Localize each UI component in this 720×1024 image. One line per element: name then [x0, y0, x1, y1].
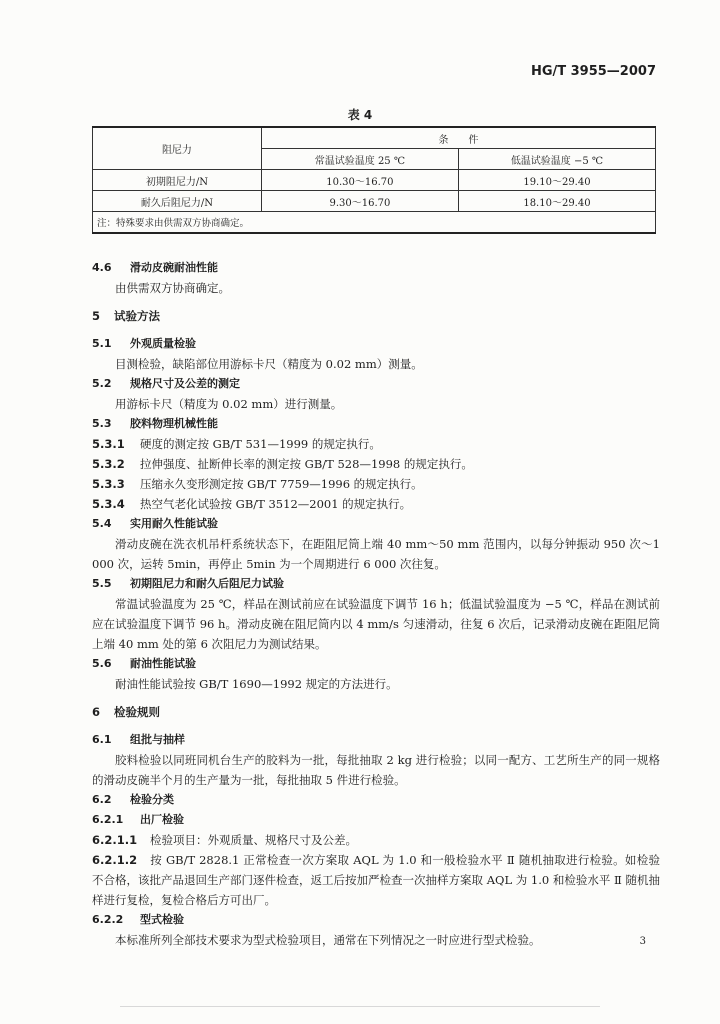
- clause-5-3-2: 5.3.2 拉伸强度、扯断伸长率的测定按 GB/T 528—1998 的规定执行。: [92, 457, 473, 471]
- section-text-5-2: 用游标卡尺（精度为 0.02 mm）进行测量。: [115, 397, 343, 411]
- clause-5-3-1: 5.3.1 硬度的测定按 GB/T 531—1999 的规定执行。: [92, 437, 381, 451]
- section-text-5-4: 滑动皮碗在洗衣机吊杆系统状态下，在距阻尼筒上端 40 mm～50 mm 范围内，以每分钟振动 950 次～1 000 次，运转 5min，再停止 5min 为一个周期进行 6 000 次往复。: [92, 537, 660, 571]
- document-body: [92, 258, 660, 950]
- section-text-6-2-2: 本标准所列全部技术要求为型式检验项目，通常在下列情况之一时应进行型式检验。: [115, 933, 541, 947]
- section-heading-5-6: 5.6 耐油性能试验: [92, 657, 196, 670]
- section-text-5-5: 常温试验温度为 25 ℃，样品在测试前应在试验温度下调节 16 h；低温试验温度为 −5 ℃，样品在测试前应在试验温度下调节 96 h。滑动皮碗在阻尼筒内以 4 mm/s 匀速滑动，往复 6 次后，记录滑动皮碗在距阻尼筒上端 40 mm 处的第 6 次阻尼力为测试结果。: [92, 597, 660, 651]
- section-text-4-6: 由供需双方协商确定。: [115, 281, 230, 295]
- section-heading-5: 5 试验方法: [92, 309, 161, 323]
- table-row: [93, 191, 656, 212]
- row-label: 耐久后阻尼力/N: [93, 191, 262, 212]
- table-col-normal-temp: 常温试验温度 25 ℃: [261, 149, 458, 170]
- row-label: 初期阻尼力/N: [93, 170, 262, 191]
- cell-normal: 9.30～16.70: [261, 191, 458, 212]
- clause-6-2-1-2: 6.2.1.2 按 GB/T 2828.1 正常检查一次方案取 AQL 为 1.0 和一般检验水平 Ⅱ 随机抽取进行检验。如检验不合格，该批产品退回生产部门逐件检查，返工后按加严检查一次抽样方案取 AQL 为 1.0 和检验水平 Ⅱ 随机抽样进行复检，复检合格后方可出厂。: [92, 853, 660, 907]
- table-col-low-temp: 低温试验温度 −5 ℃: [458, 149, 655, 170]
- section-heading-4-6: 4.6 滑动皮碗耐油性能: [92, 261, 218, 274]
- section-heading-6-2-2: 6.2.2 型式检验: [92, 913, 184, 926]
- cell-low: 19.10～29.40: [458, 170, 655, 191]
- section-heading-5-5: 5.5 初期阻尼力和耐久后阻尼力试验: [92, 577, 284, 590]
- footer-divider: [120, 1006, 600, 1007]
- clause-6-2-1-1: 6.2.1.1 检验项目：外观质量、规格尺寸及公差。: [92, 833, 357, 847]
- section-heading-5-2: 5.2 规格尺寸及公差的测定: [92, 377, 240, 390]
- table-title: 表 4: [347, 108, 373, 122]
- section-text-5-1: 目测检验，缺陷部位用游标卡尺（精度为 0.02 mm）测量。: [115, 357, 423, 371]
- table-condition-header: 条 件: [261, 127, 655, 149]
- damping-force-table: [92, 126, 656, 234]
- section-heading-5-3: 5.3 胶料物理机械性能: [92, 417, 218, 430]
- cell-low: 18.10～29.40: [458, 191, 655, 212]
- section-heading-6-2-1: 6.2.1 出厂检验: [92, 813, 184, 826]
- clause-5-3-3: 5.3.3 压缩永久变形测定按 GB/T 7759—1996 的规定执行。: [92, 477, 423, 491]
- section-heading-5-1: 5.1 外观质量检验: [92, 337, 196, 350]
- table-row-header: 阻尼力: [93, 127, 262, 170]
- page-number: 3: [639, 936, 646, 947]
- section-heading-5-4: 5.4 实用耐久性能试验: [92, 517, 218, 530]
- table-row: [93, 170, 656, 191]
- clause-5-3-4: 5.3.4 热空气老化试验按 GB/T 3512—2001 的规定执行。: [92, 497, 412, 511]
- section-text-6-1: 胶料检验以同班同机台生产的胶料为一批，每批抽取 2 kg 进行检验；以同一配方、工艺所生产的同一规格的滑动皮碗半个月的生产量为一批，每批抽取 5 件进行检验。: [92, 753, 660, 787]
- table-note: 注：特殊要求由供需双方协商确定。: [93, 212, 656, 234]
- cell-normal: 10.30～16.70: [261, 170, 458, 191]
- section-text-5-6: 耐油性能试验按 GB/T 1690—1992 规定的方法进行。: [115, 677, 398, 691]
- standard-code: HG/T 3955—2007: [530, 64, 656, 79]
- section-heading-6: 6 检验规则: [92, 705, 161, 719]
- section-heading-6-2: 6.2 检验分类: [92, 793, 174, 806]
- section-heading-6-1: 6.1 组批与抽样: [92, 733, 185, 746]
